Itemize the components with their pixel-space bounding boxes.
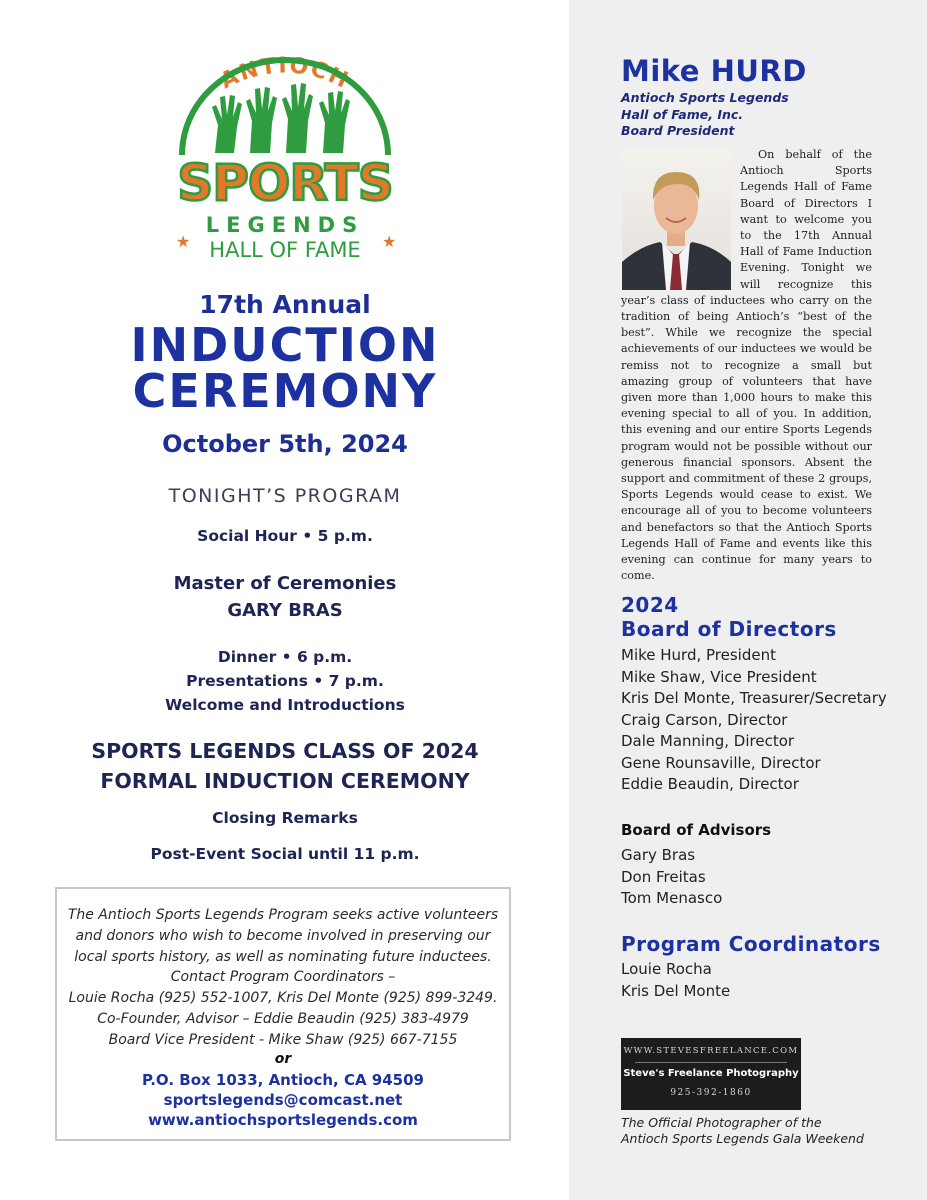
photographer-caption bbox=[621, 1115, 864, 1147]
board-list bbox=[621, 645, 887, 796]
star-icon-left: ★ bbox=[176, 232, 191, 251]
coordinators-heading: Program Coordinators bbox=[621, 932, 881, 956]
logo-sports-text: SPORTS bbox=[177, 154, 393, 212]
board-heading bbox=[621, 593, 837, 641]
board-year: 2024 bbox=[621, 593, 679, 617]
logo-legends-text: LEGENDS bbox=[205, 213, 365, 237]
info-or: or bbox=[274, 1050, 292, 1067]
advisors-list bbox=[621, 845, 722, 910]
list-item: Dale Manning, Director bbox=[621, 732, 795, 750]
caption-line: Antioch Sports Legends Gala Weekend bbox=[621, 1131, 864, 1146]
role-line: Board President bbox=[621, 123, 735, 138]
list-item: Mike Hurd, President bbox=[621, 646, 776, 664]
dinner-time: Dinner • 6 p.m. bbox=[217, 648, 353, 666]
photographer-badge bbox=[621, 1038, 801, 1110]
hands-icon bbox=[212, 83, 350, 153]
photographer-name: Steve's Freelance Photography bbox=[623, 1068, 799, 1079]
info-line: Board Vice President - Mike Shaw (925) 667-7155 bbox=[108, 1031, 458, 1048]
list-item: Kris Del Monte bbox=[621, 981, 731, 1000]
title-line-1: INDUCTION bbox=[130, 318, 440, 372]
list-item: Gary Bras bbox=[621, 846, 696, 864]
list-item: Mike Shaw, Vice President bbox=[621, 667, 817, 686]
info-line: Co-Founder, Advisor – Eddie Beaudin (925) 383-4979 bbox=[97, 1010, 469, 1027]
list-item: Craig Carson, Director bbox=[621, 710, 788, 729]
ceremony-title bbox=[40, 318, 530, 418]
sports-legends-logo bbox=[160, 55, 410, 265]
contact-info-box bbox=[55, 887, 511, 1141]
role-line: Hall of Fame, Inc. bbox=[621, 106, 744, 122]
list-item: Don Freitas bbox=[621, 867, 706, 886]
list-item: Tom Menasco bbox=[621, 889, 723, 907]
post-event-social: Post-Event Social until 11 p.m. bbox=[150, 845, 420, 863]
role-line: Antioch Sports Legends bbox=[621, 90, 789, 105]
list-item: Kris Del Monte, Treasurer/Secretary bbox=[621, 689, 887, 707]
welcome-item: Welcome and Introductions bbox=[165, 696, 405, 714]
website-link[interactable]: www.antiochsportslegends.com bbox=[148, 1110, 418, 1129]
caption-line: The Official Photographer of the bbox=[621, 1115, 822, 1130]
logo-antioch-text: ANTIOCH bbox=[216, 55, 354, 95]
board-title: Board of Directors bbox=[621, 617, 837, 641]
closing-remarks: Closing Remarks bbox=[212, 809, 358, 827]
info-line: The Antioch Sports Legends Program seeks active volunteers bbox=[67, 907, 499, 923]
email-link[interactable]: sportslegends@comcast.net bbox=[163, 1090, 403, 1109]
mc-name: GARY BRAS bbox=[227, 600, 343, 621]
class-line-2: FORMAL INDUCTION CEREMONY bbox=[100, 769, 470, 793]
divider bbox=[635, 1062, 787, 1063]
coordinators-list bbox=[621, 959, 730, 1002]
info-line: local sports history, as well as nominating future inductees. bbox=[74, 948, 492, 965]
letter-body: On behalf of the Antioch Sports Legends Hall of Fame Board of Directors I want to welcome you to the 17th Annual Hall of Fame Induction Evening. Tonight we will recognize this year’s class of inductees who carry on the tradition of being Antioch’s “best of the best”. While we recognize the special achievements of our inductees we would be remiss not to recognize a small but amazing group of volunteers that have given more than 1,000 hours to make this evening special to all of you. In addition, this evening and our entire Sports Legends program would not be possible without our generous financial sponsors. Absent the support and commitment of these 2 groups, Sports Legends would cease to exist. We encourage all of you to become volunteers and benefactors so that the Antioch Sports Legends Hall of Fame and events like this evening can continue for many years to come. bbox=[621, 148, 872, 583]
star-icon-right: ★ bbox=[382, 232, 397, 251]
logo-hall-of-fame-text: HALL OF FAME bbox=[209, 238, 361, 262]
annual-heading: 17th Annual bbox=[199, 290, 371, 319]
program-heading: TONIGHT’S PROGRAM bbox=[168, 485, 402, 507]
mailing-address: P.O. Box 1033, Antioch, CA 94509 bbox=[141, 1070, 424, 1089]
class-line-1: SPORTS LEGENDS CLASS OF 2024 bbox=[91, 739, 479, 763]
photographer-url: WWW.STEVESFREELANCE.COM bbox=[623, 1046, 799, 1056]
advisors-heading: Board of Advisors bbox=[621, 821, 772, 839]
info-line: Contact Program Coordinators – bbox=[170, 969, 396, 986]
info-line: and donors who wish to become involved in preserving our bbox=[75, 927, 491, 944]
photographer-phone: 925-392-1860 bbox=[670, 1088, 752, 1098]
info-line: Louie Rocha (925) 552-1007, Kris Del Monte (925) 899-3249. bbox=[68, 990, 498, 1007]
president-role bbox=[621, 90, 789, 140]
social-hour: Social Hour • 5 p.m. bbox=[197, 527, 373, 545]
president-name: Mike HURD bbox=[621, 54, 807, 88]
list-item: Gene Rounsaville, Director bbox=[621, 753, 821, 772]
contact-block bbox=[57, 1070, 509, 1130]
list-item: Eddie Beaudin, Director bbox=[621, 775, 799, 793]
list-item: Louie Rocha bbox=[621, 960, 712, 978]
presentations-time: Presentations • 7 p.m. bbox=[186, 672, 384, 690]
mc-heading: Master of Ceremonies bbox=[173, 573, 397, 594]
info-paragraph bbox=[57, 905, 509, 1051]
event-date: October 5th, 2024 bbox=[162, 430, 408, 458]
title-line-2: CEREMONY bbox=[132, 364, 438, 418]
class-title bbox=[40, 736, 530, 796]
president-letter bbox=[621, 147, 872, 584]
